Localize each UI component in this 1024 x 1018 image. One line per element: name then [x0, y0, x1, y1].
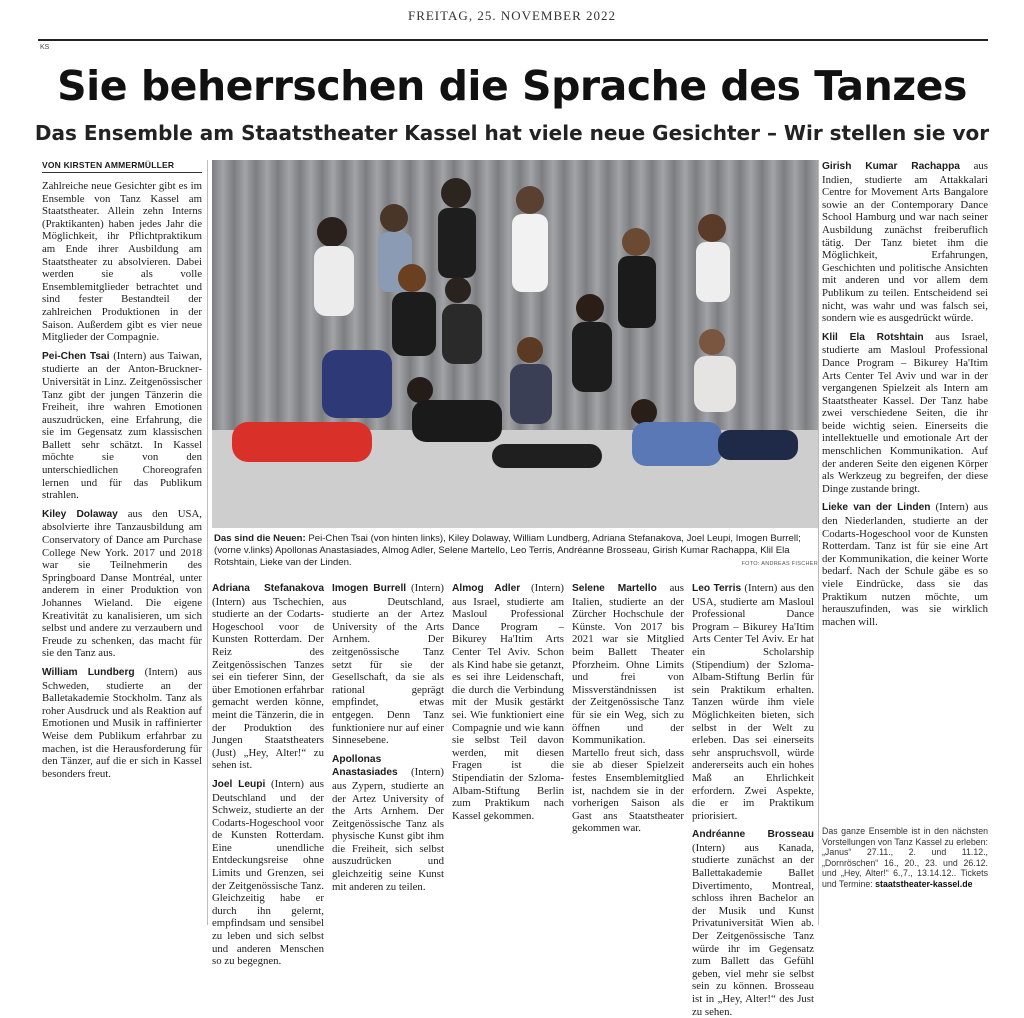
profile-name: Adriana Stefanakova	[212, 583, 324, 594]
byline: VON KIRSTEN AMMERMÜLLER	[42, 160, 202, 173]
photo-credit: FOTO: ANDREAS FISCHER	[741, 561, 818, 567]
profile-text: (Intern) aus den Niederlanden, studierte an der Codarts-Hogeschool voor de Kunsten Rotterdam. Tanz ist für sie eine Art der Kommunikation, die keiner Worte bedarf. Nach der Schule gäbe es so viele Eindrücke, dass sie das Praktikum nutzen möchte, um herauszufinden, was sie wirklich machen will.	[822, 501, 989, 628]
column-rule	[207, 160, 208, 925]
profile-name: William Lundberg	[42, 666, 135, 678]
teaser-text: Das ganze Ensemble ist in den nächsten Vorstellungen von Tanz Kassel zu erleben: „Janus“ 27.11., 2. und 11.12., „Dornröschen“ 16., 20., 23. und 26.12. und „Hey, Alter!“ 6.,7., 13.14.12.. Tickets und Termine:	[822, 826, 988, 889]
dateline: FREITAG, 25. NOVEMBER 2022	[407, 8, 617, 23]
profile-name: Girish Kumar Rachappa	[822, 161, 960, 172]
profile-name: Andréanne Brosseau	[692, 829, 814, 841]
profile-pei-chen-tsai	[42, 350, 202, 502]
caption-lead: Das sind die Neuen:	[214, 533, 306, 544]
profile-text: (Intern) aus Israel, studierte am Masloul Professional Dance Program – Bikurey Ha'Itim Arts Center Tel Aviv. Schon als Kind habe sie getanzt, es sei ihre Leidenschaft, die durch die Verbindung mit der Musik gestärkt sei. Wie funktioniert eine Compagnie und wie kann sie selbst Teil davon werden, mit diesen Fragen ist die Stipendiatin der Szloma-Albam-Stiftung Berlin zum Praktikum nach Kassel gekommen.	[452, 582, 565, 822]
profile-text: (Intern) aus Deutschland und der Schweiz, studierte an der Codarts-Hogeschool voor de Kunsten Rotterdam. Eine unendliche Entdeckungsreise ohne Limits und Grenzen, sei der Zeitgenössische Tanz. Gleichzeitig habe er durch ihn gelernt, empfindsam und sensibel zu leben und sich selbst und anderen Menschen so zu begegnen.	[212, 777, 325, 968]
profile-klil-ela-rotshtain	[822, 331, 988, 496]
profile-text: (Intern) aus Tschechien, studierte an der Codarts-Hogeschool voor de Kunsten Rotterdam. Der Reiz des Zeitgenössischen Tanzes sei ein tieferer Sinn, der über Emotionen erfahrbar gemacht werden könne, meint die Tänzerin, die in der Produktion des Jungen Staatstheaters (Just) „Hey, Alter!“ zu sehen ist.	[212, 595, 324, 772]
profile-text: (Intern) aus Taiwan, studierte an der Anton-Bruckner-Universität in Linz. Zeitgenössischer Tanz gibt der jungen Tänzerin die Freiheit, ihre wahren Emotionen auszudrücken, eine Erfahrung, die sie im Gegensatz zum klassischen Ballett sehr schätzt. In Kassel möchte sie von den unterschiedlichen Choreografen lernen und für das Publikum strahlen.	[42, 349, 202, 502]
profile-imogen-burrell	[332, 582, 444, 747]
profile-name: Almog Adler	[452, 583, 521, 594]
profile-text: (Intern) aus Zypern, studierte an der Artez University of the Arts Arnhem. Der Zeitgenössische Tanz als physische Kunst gibt ihm die Freiheit, sich selbst auszudrücken und gleichzeitig seine Kunst mit anderen zu teilen.	[332, 766, 444, 893]
profile-text: aus Indien, studierte am Attakkalari Centre for Movement Arts Bangalore sowie an der Contemporary Dance School Hamburg und war nach seiner Ausbildung zunächst freiberuflich tätig. Der Tanz bietet ihm die Möglichkeit, Erfahrungen, Geschichten und politische Ansichten mit anderen und vor allem dem Publikum zu teilen. Entscheidend sei nicht, was wahr und was falsch sei, sondern wie es ausgedrückt würde.	[822, 160, 988, 325]
column-2	[212, 582, 325, 968]
profile-text: aus Israel, studierte am Masloul Professional Dance Program – Bikurey Ha'Itim Arts Center Tel Aviv und war in der vergangenen Spielzeit als Intern am Staatstheater Kassel. Der Tanz habe zwei verschiedene Seiten, die ihr beide wichtig seien. Einerseits die intellektuelle und emotionale Art der menschlichen Kommunikation. Auf der anderen Seite den eigenen Körper als Werkzeug zu begreifen, der diese Dinge zustande bringt.	[822, 330, 988, 495]
column-7	[822, 160, 988, 820]
intro-paragraph: Zahlreiche neue Gesichter gibt es im Ensemble von Tanz Kassel am Staatstheater. Allein zehn Interns (Praktikanten) haben jedes Jahr die Möglichkeit, ihr Pflichtpraktikum am Ende ihrer Ausbildung am Staatstheater zu absolvieren. Dabei werden sie als volle Ensemblemitglieder betrachtet und sind fester Bestandteil der zahlreichen Produktionen in der Saison. Außerdem gibt es vier neue Mitglieder der Compagnie.	[42, 180, 202, 344]
profile-name: Joel Leupi	[212, 778, 266, 790]
profile-name: Leo Terris	[692, 583, 742, 594]
ensemble-photo	[212, 160, 818, 528]
section-marker: KS	[40, 44, 50, 51]
website-link[interactable]: staatstheater-kassel.de	[875, 878, 973, 889]
profile-girish-kumar-rachappa	[822, 160, 988, 325]
profile-text: aus den USA, absolvierte ihre Tanzausbildung am Conservatory of Dance am Purchase College New York. 2017 und 2018 war sie Teilnehmerin des Springboard Danse Montréal, unter anderem in einer Produktion von Johannes Wieland. Die eigene Kreativität zu kanalisieren, um sich selbst und andere zu verzaubern und Freude zu schenken, das macht für sie den Tanz aus.	[42, 507, 202, 660]
profile-name: Selene Martello	[572, 583, 657, 594]
column-6	[692, 582, 814, 1018]
profile-selene-martello	[572, 582, 684, 835]
ensemble-photo-illustration	[212, 160, 818, 528]
profile-kiley-dolaway	[42, 508, 202, 660]
profile-name: Klil Ela Rotshtain	[822, 331, 924, 343]
profile-apollonas-anastasiades	[332, 753, 444, 894]
profile-name: Kiley Dolaway	[42, 508, 118, 520]
profile-text: (Intern) aus Deutschland, studierte an der Artez University of the Arts Arnhem. Der zeitgenössische Tanz setzt für sie der Gesellschaft, da sie als rational geprägt empfindet, etwas entgegen. Denn Tanz funktioniere nur auf einer Sinnesebene.	[332, 582, 444, 747]
performance-teaser	[822, 826, 988, 890]
column-1	[42, 180, 202, 925]
profile-name: Imogen Burrell	[332, 583, 407, 594]
profile-almog-adler	[452, 582, 564, 822]
column-3	[332, 582, 444, 927]
profile-andreanne-brosseau	[692, 828, 814, 1018]
subheadline: Das Ensemble am Staatstheater Kassel hat viele neue Gesichter – Wir stellen sie vor	[34, 121, 990, 145]
header-rule	[38, 39, 988, 41]
profile-name: Lieke van der Linden	[822, 502, 931, 514]
profile-joel-leupi	[212, 778, 324, 968]
profile-text: (Intern) aus Schweden, studierte an der Balletakademie Stockholm. Tanz als roher Ausdruck und als Reaktion auf Emotionen und Musik in raffinierter Weise dem Publikum erfahrbar zu machen, ist die Herausforderung für den Tänzer, auf die er sich in Kassel besonders freut.	[42, 665, 203, 780]
profile-lieke-van-der-linden	[822, 501, 988, 628]
profile-william-lundberg	[42, 666, 202, 780]
profile-name: Pei-Chen Tsai	[42, 350, 110, 362]
column-5	[572, 582, 684, 927]
column-rule	[818, 160, 819, 925]
profile-name: Apollonas Anastasiades	[332, 753, 398, 779]
profile-adriana-stefanakova	[212, 582, 324, 772]
profile-leo-terris	[692, 582, 814, 822]
column-4	[452, 582, 564, 927]
profile-text: (Intern) aus den USA, studierte am Masloul Professional Dance Program – Bikurey Ha'Itim Arts Center Tel Aviv. Er hat ein Scholarship (Stipendium) der Szloma-Albam-Stiftung Berlin für sein Praktikum erhalten. Tanzen würde ihm viele Möglichkeiten bieten, sich selbst in der Welt zu erleben. Das sei einerseits sehr anspruchsvoll, würde andererseits auch ein hohes Maß an Ehrlichkeit erfordern. Zwei Aspekte, die er im Praktikum priorisiert.	[692, 582, 814, 822]
headline: Sie beherrschen die Sprache des Tanzes	[57, 62, 967, 110]
profile-text: aus Italien, studierte an der Zürcher Hochschule der Künste. Von 2017 bis 2021 war sie Mitglied beim Ballett Theater Pforzheim. Ohne Limits und frei von Missverständnissen ist der Zeitgenössische Tanz für sie ein Weg, sich zu öffnen und der Kommunikation. Martello freut sich, dass sie ab dieser Spielzeit festes Ensemblemitglied ist, nachdem sie in der vorherigen Saison als Gast ans Staatstheater gekommen war.	[572, 582, 684, 835]
caption-text: Pei-Chen Tsai (von hinten links), Kiley Dolaway, William Lundberg, Adriana Stefanakova, Joel Leupi, Imogen Burrell; (vorne v.links) Apollonas Anastasiades, Almog Adler, Selene Martello, Leo Terris, Andréanne Brosseau, Girish Kumar Rachappa, Klil Ela Rotshtain, Lieke van der Linden.	[214, 533, 801, 569]
profile-text: (Intern) aus Kanada, studierte zunächst an der Ballettakademie Ballet Divertimento, Montreal, schloss ihren Bachelor an der Musik und Kunst Privatuniversität Wien ab. Der Zeitgenössische Tanz würde ihr im Gegensatz zum Ballett das Gefühl geben, viel mehr sie selbst sein zu können. Brosseau ist in „Hey, Alter!“ des Just zu sehen.	[692, 841, 814, 1018]
